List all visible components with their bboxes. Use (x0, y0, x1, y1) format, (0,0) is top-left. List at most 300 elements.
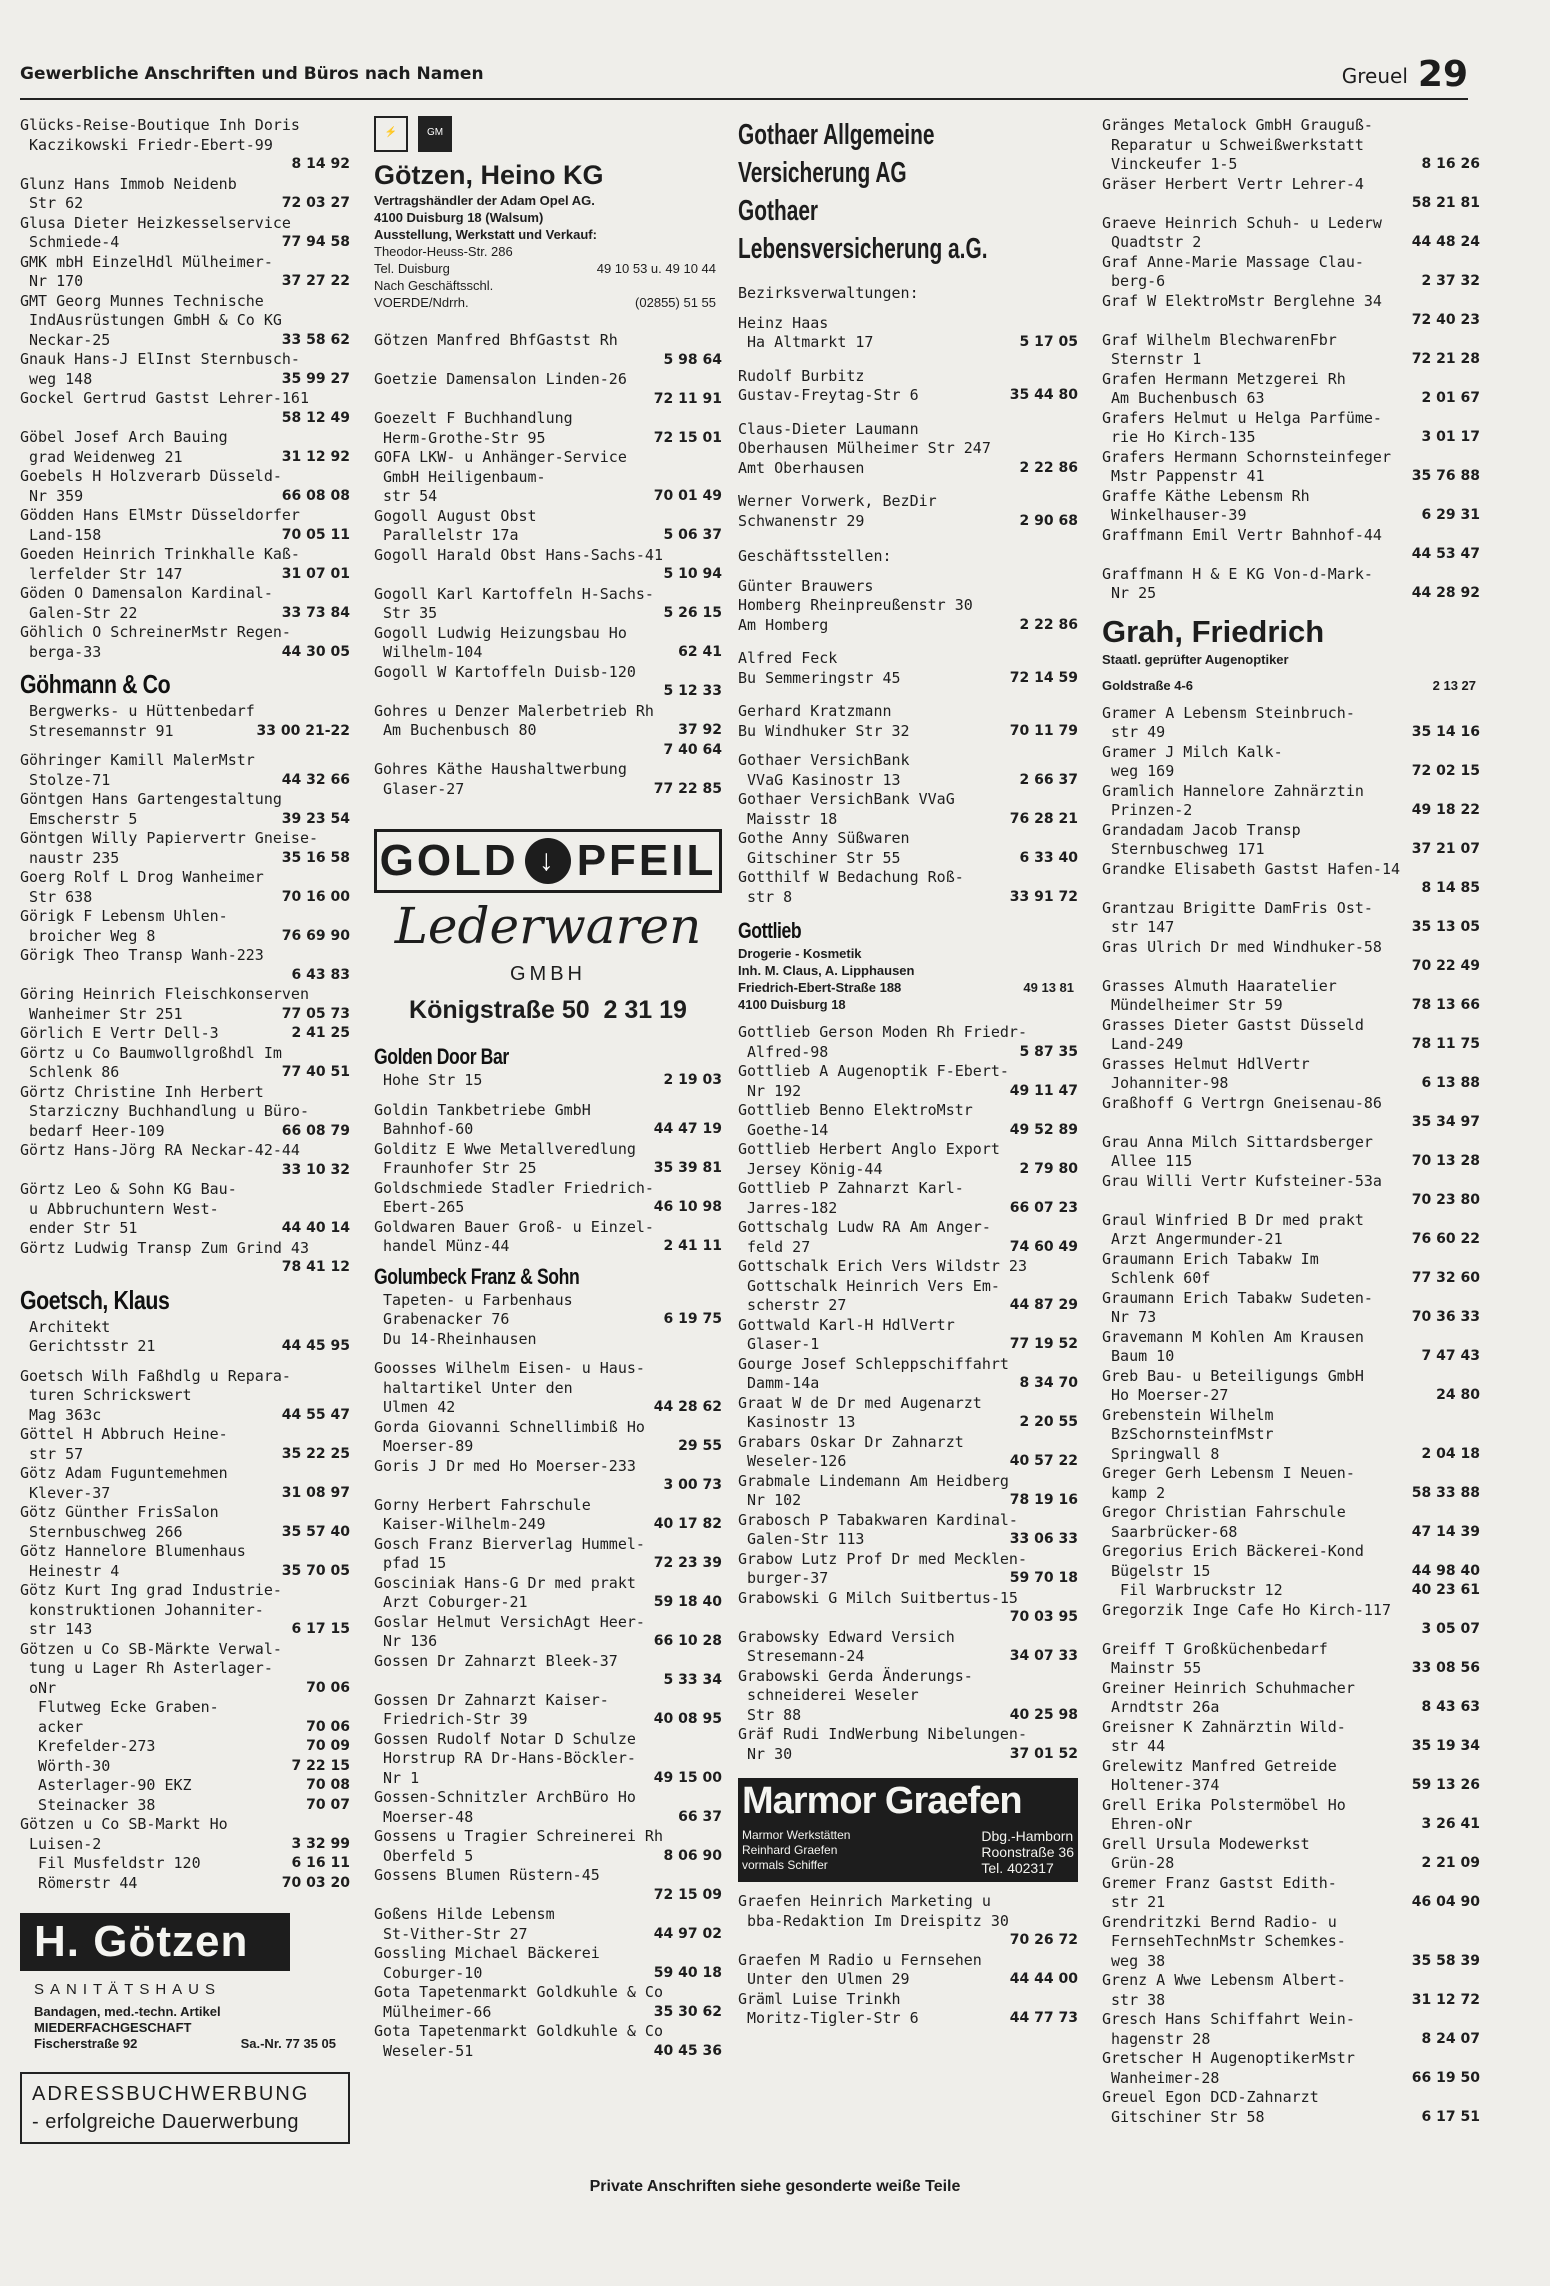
entry-text: Gogoll Harald Obst Hans-Sachs-41 (374, 545, 663, 564)
entry-phone: 40 45 36 (653, 2042, 722, 2059)
entry-text: Gremer Franz Gastst Edith- str 21 (1102, 1873, 1337, 1911)
entry-phone: 2 41 11 (663, 1238, 722, 1254)
directory-entry (738, 367, 1078, 406)
directory-entry (20, 253, 350, 292)
entry-text: Grabow Lutz Prof Dr med Mecklen- burger-37 (738, 1549, 1027, 1587)
entry-text: Grau Willi Vertr Kufsteiner-53a (1102, 1171, 1382, 1190)
entry-phone: 2 20 55 (1019, 1414, 1078, 1430)
entry-text: Graefen M Radio u Fernsehen Unter den Ulmen 29 (738, 1950, 982, 1988)
entry-phone: 44 98 40 (1411, 1562, 1480, 1579)
entry-text: Goetzie Damensalon Linden-26 (374, 370, 627, 388)
entry-text: Grendritzki Bernd Radio- u FernsehTechnMstr Schemkes- weg 38 (1102, 1912, 1346, 1970)
entry-phone: 59 18 40 (653, 1594, 722, 1610)
directory-entry (374, 1535, 722, 1574)
entry-text (20, 409, 29, 427)
directory-entry (1102, 2010, 1480, 2049)
entry-phone: 70 09 (306, 1738, 350, 1754)
directory-entry (1102, 1835, 1480, 1874)
directory-entry (20, 1854, 350, 1874)
goetzen-heino-line: Ausstellung, Werkstatt und Verkauf: (374, 227, 597, 242)
entry-text: Grabowski Gerda Änderungs- schneiderei Weseler Str 88 (738, 1666, 973, 1724)
directory-entry (738, 420, 1078, 479)
entry-text: Hohe Str 15 (374, 1071, 483, 1089)
entry-text: Gödden Hans ElMstr Düsseldorfer Land-158 (20, 506, 300, 544)
entry-text (374, 682, 383, 700)
entry-phone: 29 55 (678, 1438, 722, 1454)
directory-entry (1102, 1367, 1480, 1406)
entry-text: Gramer A Lebensm Steinbruch- str 49 (1102, 703, 1355, 741)
entry-phone: 6 16 11 (291, 1855, 350, 1871)
entry-phone: 35 14 16 (1411, 724, 1480, 740)
entry-phone: 72 11 91 (653, 390, 722, 407)
directory-entry (1102, 1874, 1480, 1913)
entry-text: Göntgen Willy Papiervertr Gneise- naustr 235 (20, 829, 319, 867)
directory-entry (374, 507, 722, 546)
entry-text: Gorny Herbert Fahrschule Kaiser-Wilhelm-249 (374, 1495, 591, 1533)
entry-phone: 5 98 64 (663, 351, 722, 368)
entry-phone: 70 06 (306, 1679, 350, 1696)
marmor-left: Marmor Werkstätten Reinhard Graefen vormals Schiffer (742, 1828, 851, 1872)
entry-text: Greger Gerh Lebensm I Neuen- kamp 2 (1102, 1464, 1355, 1502)
entry-phone: 58 21 81 (1411, 195, 1480, 211)
directory-entry (374, 1418, 722, 1457)
directory-entry (1102, 1016, 1480, 1055)
entry-text: Krefelder-273 (20, 1737, 156, 1755)
entry-text: Gräml Luise Trinkh Moritz-Tigler-Str 6 (738, 1989, 919, 2027)
entry-phone: 2 21 09 (1421, 1855, 1480, 1871)
directory-entry (1102, 1620, 1480, 1640)
directory-entry (1102, 743, 1480, 782)
entry-phone: 70 01 49 (653, 488, 722, 504)
entry-text: Graefen Heinrich Marketing u bba-Redaktion Im Dreispitz 30 (738, 1892, 1009, 1930)
entry-phone: 44 87 29 (1009, 1297, 1078, 1313)
entry-phone: 49 18 22 (1411, 802, 1480, 818)
entry-phone: 78 41 12 (281, 1259, 350, 1275)
entry-phone: 70 36 33 (1411, 1309, 1480, 1325)
hgoetzen-logo: H. Götzen (20, 1913, 290, 1971)
entry-phone: 44 47 19 (653, 1121, 722, 1137)
hgoetzen-address (34, 2036, 350, 2052)
goldpfeil-logo: GOLD ↓ PFEIL (374, 829, 722, 893)
entry-phone: 40 57 22 (1009, 1453, 1078, 1469)
directory-entry (374, 1730, 722, 1789)
directory-entry (738, 1140, 1078, 1179)
entry-phone: 2 04 18 (1421, 1445, 1480, 1462)
gottlieb-line: Drogerie - Kosmetik (738, 946, 862, 961)
entry-text (374, 1671, 383, 1689)
entry-phone: 35 70 05 (281, 1562, 350, 1579)
directory-entry (738, 1179, 1078, 1218)
entry-phone: 70 08 (306, 1777, 350, 1793)
entry-phone: 78 11 75 (1411, 1036, 1480, 1052)
directory-entry (738, 1931, 1078, 1951)
entry-text (738, 1608, 747, 1626)
column-4 (1102, 116, 1480, 2127)
directory-entry (1102, 2088, 1480, 2127)
entry-phone: 5 06 37 (663, 527, 722, 543)
directory-entry (1102, 1094, 1480, 1114)
entry-phone: 2 19 03 (663, 1072, 722, 1088)
entry-text: Gogoll August Obst Parallelstr 17a (374, 506, 537, 544)
directory-entry (1102, 409, 1480, 448)
entry-phone: 35 34 97 (1411, 1114, 1480, 1130)
entry-phone: 2 41 25 (291, 1025, 350, 1041)
directory-entry (1102, 1328, 1480, 1367)
entry-text: Grabmale Lindemann Am Heidberg Nr 102 (738, 1471, 1009, 1509)
entry-text (1102, 1620, 1111, 1638)
directory-entry (1102, 487, 1480, 526)
entry-text: Göhringer Kamill MalerMstr Stolze-71 (20, 751, 255, 789)
brand-icons (374, 116, 722, 152)
entry-phone: 3 01 17 (1421, 429, 1480, 445)
entry-phone: 8 16 26 (1421, 156, 1480, 172)
page-header-right (1342, 54, 1468, 95)
entry-phone: 33 10 32 (281, 1161, 350, 1178)
entry-phone: 77 94 58 (281, 234, 350, 250)
entry-text: Gränges Metalock GmbH Grauguß- Reparatur u Schweißwerkstatt Vinckeufer 1-5 (1102, 116, 1373, 173)
entry-phone: 37 21 07 (1411, 841, 1480, 857)
directory-entry (374, 760, 722, 799)
entry-phone: 44 45 95 (281, 1338, 350, 1354)
entry-phone: 66 37 (678, 1808, 722, 1825)
entry-phone: 35 22 25 (281, 1445, 350, 1462)
gothaer-label: Bezirksverwaltungen: (738, 284, 919, 302)
entry-phone: 6 43 83 (291, 966, 350, 983)
directory-entry (20, 428, 350, 467)
directory-entry (1102, 1133, 1480, 1172)
entry-text: Gräser Herbert Vertr Lehrer-4 (1102, 174, 1364, 193)
directory-entry (1102, 879, 1480, 899)
directory-entry (738, 1101, 1078, 1140)
entry-phone: 8 24 07 (1421, 2030, 1480, 2047)
entry-text: Grebenstein Wilhelm BzSchornsteinfMstr Springwall 8 (1102, 1405, 1274, 1463)
entry-text: Goetsch Wilh Faßhdlg u Repara- turen Schrickswert Mag 363c (20, 1366, 291, 1424)
grah-ad (1102, 612, 1480, 694)
entry-text: Günter Brauwers Homberg Rheinpreußenstr 30 Am Homberg (738, 576, 973, 634)
directory-entry (374, 1359, 722, 1418)
entry-phone: 44 77 73 (1009, 2010, 1078, 2026)
entry-phone: 33 91 72 (1009, 888, 1078, 905)
directory-entry (1102, 860, 1480, 880)
entry-phone: 37 01 52 (1009, 1745, 1078, 1762)
entry-phone: 7 22 15 (291, 1757, 350, 1774)
page-number: 29 (1417, 54, 1468, 95)
entry-text: Grabosch P Tabakwaren Kardinal- Galen-Str 113 (738, 1510, 1018, 1548)
entry-phone: 44 28 62 (653, 1399, 722, 1415)
entry-phone: 3 26 41 (1421, 1816, 1480, 1832)
directory-entry (738, 1892, 1078, 1931)
directory-entry (20, 1180, 350, 1239)
entry-text: Gossen Dr Zahnarzt Bleek-37 (374, 1651, 618, 1670)
entry-text: Gramer J Milch Kalk- weg 169 (1102, 742, 1283, 780)
entry-text: Greiner Heinrich Schuhmacher Arndtstr 26a (1102, 1678, 1355, 1716)
entry-phone: 70 06 (306, 1718, 350, 1735)
entry-phone: 8 14 92 (291, 156, 350, 172)
directory-entry (374, 1574, 722, 1613)
entry-phone: 70 22 49 (1411, 958, 1480, 974)
directory-entry (738, 314, 1078, 353)
entry-phone: 70 26 72 (1009, 1932, 1078, 1948)
entry-text: Götz Kurt Ing grad Industrie- konstruktionen Johanniter- str 143 (20, 1581, 282, 1638)
grah-title: Grah, Friedrich (1102, 613, 1325, 649)
entry-phone: 33 06 33 (1009, 1531, 1078, 1547)
directory-entry (20, 1083, 350, 1142)
entry-phone: 6 17 15 (291, 1621, 350, 1637)
directory-entry (20, 1258, 350, 1278)
entry-phone: 35 57 40 (281, 1523, 350, 1540)
entry-text (1102, 1113, 1111, 1131)
marmor-right: Dbg.-Hamborn Roonstraße 36 Tel. 402317 (981, 1828, 1074, 1876)
entry-text: Gramlich Hannelore Zahnärztin Prinzen-2 (1102, 781, 1364, 819)
entry-phone: 44 28 92 (1411, 585, 1480, 601)
directory-entry (374, 702, 722, 741)
entry-text: Gockel Gertrud Gastst Lehrer-161 (20, 389, 309, 407)
directory-entry (20, 790, 350, 829)
directory-entry (20, 506, 350, 545)
goldpfeil-script: Lederwaren (394, 897, 702, 955)
entry-phone: 70 13 28 (1411, 1153, 1480, 1169)
entry-phone: 77 40 51 (281, 1064, 350, 1080)
entry-text: Gosch Franz Bierverlag Hummel- pfad 15 (374, 1534, 645, 1572)
entry-phone: 5 17 05 (1019, 334, 1078, 350)
entry-phone: 6 33 40 (1019, 849, 1078, 866)
directory-entry (20, 829, 350, 868)
entry-text: Göring Heinrich Fleischkonserven Wanheimer Str 251 (20, 985, 309, 1023)
directory-entry (20, 389, 350, 409)
gottlieb-phone-line: Friedrich-Ebert-Straße 188 49 13 81 (738, 980, 1074, 995)
directory-entry (20, 868, 350, 907)
entry-phone: 5 33 34 (663, 1672, 722, 1688)
entry-phone: 2 37 32 (1421, 273, 1480, 289)
entry-text: Flutweg Ecke Graben- acker (38, 1698, 219, 1736)
entry-text: Gravemann M Kohlen Am Krausen Baum 10 (1102, 1327, 1364, 1365)
section-heading: Golden Door Bar (374, 1044, 509, 1069)
entry-phone: 5 10 94 (663, 566, 722, 582)
entry-phone: 72 14 59 (1009, 669, 1078, 686)
entry-text: Goebels H Holzverarb Düsseld- Nr 359 (20, 467, 282, 505)
directory-entry (738, 1023, 1078, 1062)
entry-phone: 76 28 21 (1009, 810, 1078, 827)
directory-entry (738, 492, 1078, 531)
entry-phone: 2 79 80 (1019, 1160, 1078, 1177)
header-rule (20, 98, 1468, 100)
directory-entry (20, 1796, 350, 1816)
entry-text: Götz Günther FrisSalon Sternbuschweg 266 (20, 1503, 219, 1541)
entry-text: Goerg Rolf L Drog Wanheimer Str 638 (20, 868, 264, 906)
entry-text: Bergwerks- u Hüttenbedarf Stresemannstr 91 (29, 702, 255, 740)
entry-text: Gregorzik Inge Cafe Ho Kirch-117 (1102, 1600, 1391, 1619)
entry-phone: 24 80 (1436, 1387, 1480, 1403)
entry-phone: 2 22 86 (1019, 459, 1078, 476)
gottlieb-title: Gottlieb (738, 918, 802, 943)
gothaer-label: Geschäftsstellen: (738, 547, 892, 565)
entry-text: Gohres u Denzer Malerbetrieb Rh Am Buchenbusch 80 (374, 701, 654, 739)
entry-text: Heinz Haas Ha Altmarkt 17 (738, 313, 874, 351)
entry-text: Goldin Tankbetriebe GmbH Bahnhof-60 (374, 1100, 591, 1138)
directory-entry (738, 1951, 1078, 1990)
entry-text: Gottlieb Herbert Anglo Export Jersey König-44 (738, 1140, 1000, 1178)
entry-phone: 72 03 27 (281, 195, 350, 211)
entry-text: Gossling Michael Bäckerei Coburger-10 (374, 1944, 600, 1982)
directory-entry (374, 1218, 722, 1257)
directory-entry (738, 1550, 1078, 1589)
directory-entry (1102, 782, 1480, 821)
entry-text: Graf W ElektroMstr Berglehne 34 (1102, 291, 1382, 310)
entry-text (20, 155, 29, 173)
entry-text: Görigk F Lebensm Uhlen- broicher Weg 8 (20, 907, 228, 945)
directory-entry (1102, 1406, 1480, 1465)
entry-phone: 8 34 70 (1019, 1375, 1078, 1391)
gothaer-heading: Gothaer Allgemeine (738, 119, 935, 151)
entry-text: Grau Anna Milch Sittardsberger Allee 115 (1102, 1132, 1373, 1170)
directory-entry (1102, 704, 1480, 743)
entry-phone: 34 07 33 (1009, 1648, 1078, 1664)
entry-text: GMK mbH EinzelHdl Mülheimer- Nr 170 (20, 252, 273, 290)
entry-phone: 40 17 82 (653, 1516, 722, 1532)
entry-phone: 40 23 61 (1411, 1582, 1480, 1598)
entry-text: Goeden Heinrich Trinkhalle Kaß- lerfelder Str 147 (20, 545, 300, 583)
entry-text: Goezelt F Buchhandlung Herm-Grothe-Str 95 (374, 409, 573, 447)
directory-entry (20, 1318, 350, 1357)
hgoetzen-street: Fischerstraße 92 (34, 2036, 138, 2051)
entry-text: Grenz A Wwe Lebensm Albert- str 38 (1102, 1971, 1346, 2009)
entry-phone: 44 53 47 (1411, 546, 1480, 562)
entry-text (374, 390, 383, 408)
directory-entry (1102, 977, 1480, 1016)
directory-entry (374, 2022, 722, 2061)
entry-phone: 70 05 11 (281, 526, 350, 543)
entry-text: Grasses Helmut HdlVertr Johanniter-98 (1102, 1054, 1310, 1092)
directory-entry (1102, 1172, 1480, 1192)
gottlieb-ad (738, 917, 1078, 1013)
directory-entry (1102, 899, 1480, 938)
entry-phone: 44 40 14 (281, 1220, 350, 1236)
entry-text: Gregor Christian Fahrschule Saarbrücker-68 (1102, 1503, 1346, 1541)
directory-entry (738, 1062, 1078, 1101)
entry-phone: 59 40 18 (653, 1964, 722, 1981)
directory-entry (738, 1667, 1078, 1726)
entry-phone: 77 22 85 (653, 780, 722, 797)
entry-text: Grell Ursula Modewerkst Grün-28 (1102, 1834, 1310, 1872)
hgoetzen-line: MIEDERFACHGESCHAFT (34, 2020, 192, 2035)
opel-logo-icon: ⚡ (374, 116, 408, 152)
entry-phone: 58 33 88 (1411, 1484, 1480, 1501)
entry-text (20, 1161, 29, 1179)
entry-text (738, 1931, 747, 1949)
entry-phone: 76 69 90 (281, 927, 350, 944)
entry-text: Gothaer VersichBank VVaG Kasinostr 13 (738, 751, 910, 789)
entry-phone: 37 27 22 (281, 273, 350, 289)
entry-text: Gota Tapetenmarkt Goldkuhle & Co Mülheimer-66 (374, 1983, 663, 2021)
entry-text (374, 741, 383, 759)
entry-phone: 35 44 80 (1009, 387, 1078, 403)
entry-phone: 70 23 80 (1411, 1192, 1480, 1208)
entry-phone: 31 07 01 (281, 565, 350, 582)
entry-text: Gossens u Tragier Schreinerei Rh Oberfeld 5 (374, 1827, 663, 1865)
entry-phone: 35 58 39 (1411, 1952, 1480, 1969)
directory-entry (374, 1457, 722, 1477)
directory-entry (738, 1218, 1078, 1257)
entry-phone: 39 23 54 (281, 810, 350, 827)
entry-text: Göhlich O SchreinerMstr Regen- berga-33 (20, 623, 291, 661)
entry-text (20, 966, 29, 984)
directory-entry (374, 1983, 722, 2022)
entry-text: Görtz Hans-Jörg RA Neckar-42-44 (20, 1141, 300, 1159)
directory-entry (738, 868, 1078, 907)
entry-text: Grandadam Jacob Transp Sternbuschweg 171 (1102, 820, 1301, 858)
entry-text: Gottlieb Benno ElektroMstr Goethe-14 (738, 1101, 973, 1139)
entry-text: Grandke Elisabeth Gastst Hafen-14 (1102, 859, 1401, 878)
entry-phone: 6 29 31 (1421, 507, 1480, 523)
entry-text: Gottlieb P Zahnarzt Karl- Jarres-182 (738, 1179, 964, 1217)
directory-entry (1102, 1640, 1480, 1679)
directory-entry (1102, 116, 1480, 175)
entry-phone: 7 47 43 (1421, 1348, 1480, 1364)
directory-entry (1102, 938, 1480, 958)
directory-entry (1102, 370, 1480, 409)
directory-entry (374, 741, 722, 761)
directory-entry (1102, 526, 1480, 546)
directory-entry (738, 1316, 1078, 1355)
entry-phone: 59 70 18 (1009, 1570, 1078, 1586)
hgoetzen-phone: Sa.-Nr. 77 35 05 (240, 2036, 336, 2051)
adressbuch-line1: ADRESSBUCHWERBUNG (32, 2083, 310, 2105)
entry-text: Goris J Dr med Ho Moerser-233 (374, 1456, 636, 1475)
section-heading: Göhmann & Co (20, 669, 171, 699)
goldpfeil-ad (374, 829, 722, 1025)
entry-phone: 40 25 98 (1009, 1706, 1078, 1723)
directory-entry (20, 584, 350, 623)
directory-entry (1102, 1211, 1480, 1250)
directory-entry (738, 1257, 1078, 1316)
entry-phone: 66 08 08 (281, 487, 350, 504)
entry-phone: 2 90 68 (1019, 512, 1078, 529)
directory-entry (738, 1433, 1078, 1472)
entry-text: Grabars Oskar Dr Zahnarzt Weseler-126 (738, 1432, 964, 1470)
directory-entry (20, 1239, 350, 1259)
goetzen-heino-phone-line: VOERDE/Ndrrh. (02855) 51 55 (374, 295, 716, 310)
entry-text: Görlich E Vertr Dell-3 (20, 1024, 219, 1042)
directory-entry (1102, 1971, 1480, 2010)
entry-text: Gottlieb Gerson Moden Rh Friedr- Alfred-98 (738, 1023, 1027, 1061)
directory-entry (20, 409, 350, 429)
entry-phone: 44 48 24 (1411, 234, 1480, 250)
entry-phone: 78 19 16 (1009, 1492, 1078, 1508)
directory-entry (1102, 1601, 1480, 1621)
section-heading: Golumbeck Franz & Sohn (374, 1263, 580, 1289)
entry-text: Grasses Almuth Haaratelier Mündelheimer Str 59 (1102, 976, 1337, 1014)
directory-entry (1102, 565, 1480, 604)
directory-entry (20, 1737, 350, 1757)
grah-line: Staatl. geprüfter Augenoptiker (1102, 651, 1289, 667)
entry-text: Greiff T Großküchenbedarf Mainstr 55 (1102, 1639, 1328, 1677)
goetzen-heino-line: 4100 Duisburg 18 (Walsum) (374, 210, 544, 225)
directory-entry (374, 565, 722, 585)
entry-text: Grafers Helmut u Helga Parfüme- rie Ho Kirch-135 (1102, 408, 1382, 446)
directory-entry (20, 966, 350, 986)
entry-text: Götzen u Co SB-Märkte Verwal- tung u Lager Rh Asterlager- oNr (20, 1639, 282, 1697)
entry-text: Gras Ulrich Dr med Windhuker-58 (1102, 937, 1382, 956)
entry-phone: 7 40 64 (663, 741, 722, 758)
directory-entry (374, 546, 722, 566)
directory-entry (738, 1511, 1078, 1550)
entry-phone: 31 08 97 (281, 1484, 350, 1501)
directory-entry (1102, 1503, 1480, 1542)
entry-phone: 72 23 39 (653, 1555, 722, 1571)
entry-phone: 77 19 52 (1009, 1336, 1078, 1352)
directory-entry (738, 829, 1078, 868)
entry-text: Graf Anne-Marie Massage Clau- berg-6 (1102, 252, 1364, 290)
